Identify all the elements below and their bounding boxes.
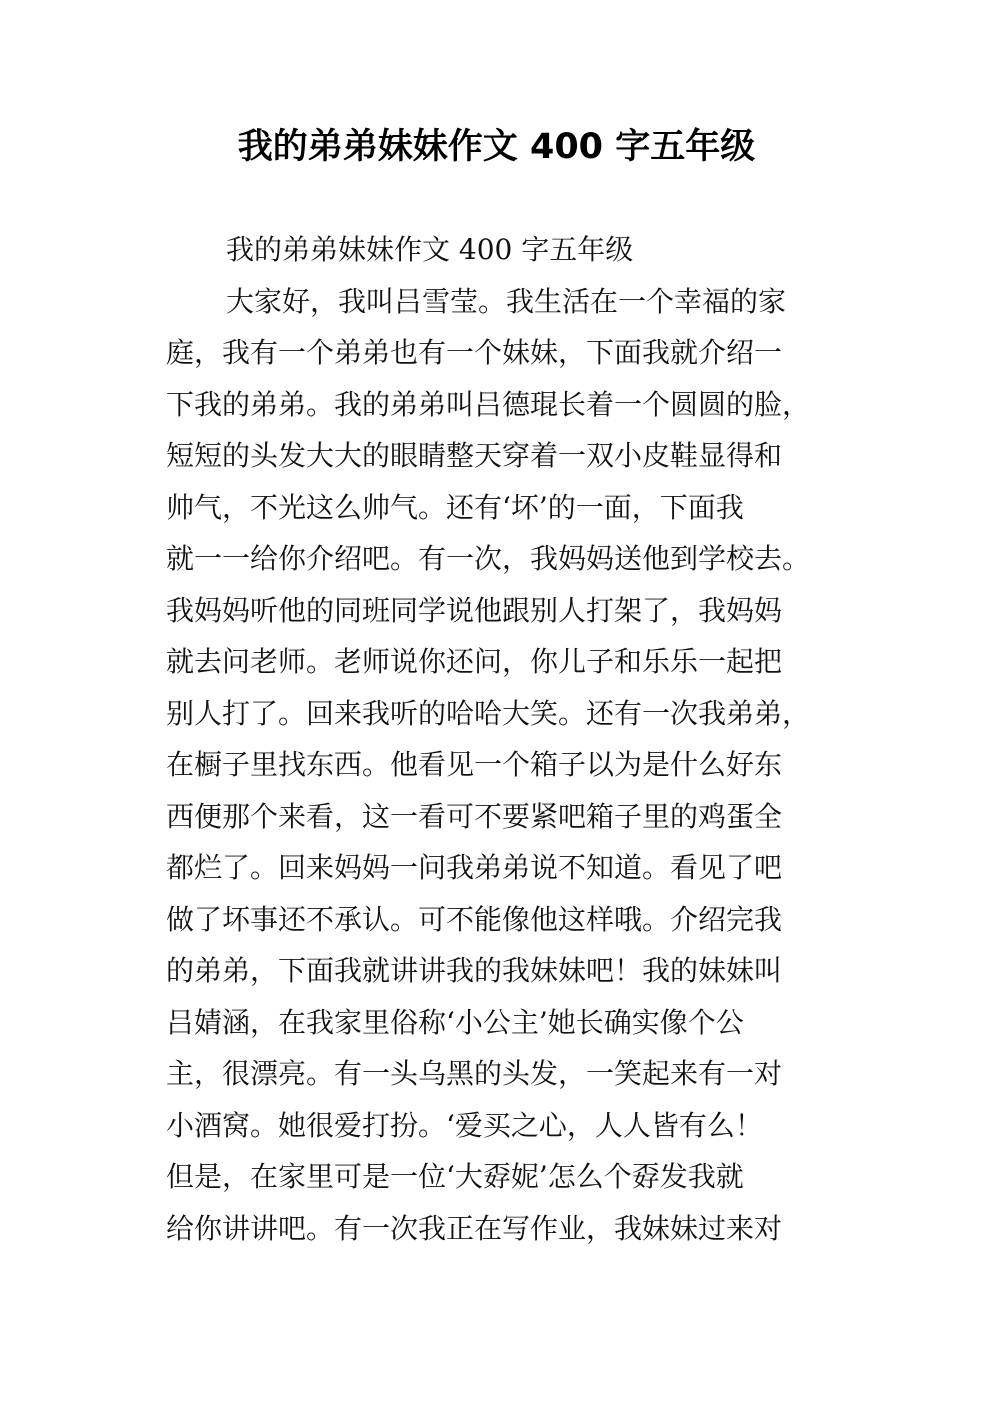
paragraph-line: 小酒窝。她很爱打扮。‘爱买之心，人人皆有么！ [166,1108,763,1142]
paragraph-line: 西便那个来看，这一看可不要紧吧箱子里的鸡蛋全 [166,799,783,833]
paragraph-line: 做了坏事还不承认。可不能像他这样哦。介绍完我 [166,902,783,936]
paragraph-line: 下我的弟弟。我的弟弟叫吕德琨长着一个圆圆的脸， [166,387,811,421]
paragraph-line: 别人打了。回来我听的哈哈大笑。还有一次我弟弟， [166,696,811,730]
paragraph-line: 短短的头发大大的眼睛整天穿着一双小皮鞋显得和 [166,439,783,472]
paragraph-line: 吕婧涵，在我家里俗称‘小公主’她长确实像个公 [166,1005,744,1039]
document-title: 我的弟弟妹妹作文 400 字五年级 [237,127,756,167]
paragraph-line: 主，很漂亮。有一头乌黑的头发，一笑起来有一对 [166,1057,783,1090]
paragraph-line: 都烂了。回来妈妈一问我弟弟说不知道。看见了吧 [166,851,783,884]
paragraph-line: 庭，我有一个弟弟也有一个妹妹，下面我就介绍一 [166,336,783,369]
paragraph-line: 就一一给你介绍吧。有一次，我妈妈送他到学校去。 [166,542,811,575]
paragraph-line: 帅气，不光这么帅气。还有‘坏’的一面，下面我 [166,490,744,524]
paragraph-line: 但是，在家里可是一位‘大孬妮’怎么个孬发我就 [166,1160,744,1193]
paragraph-line: 就去问老师。老师说你还问，你儿子和乐乐一起把 [166,645,783,678]
paragraph-line: 给你讲讲吧。有一次我正在写作业，我妹妹过来对 [166,1211,783,1245]
paragraph-line: 大家好，我叫吕雪莹。我生活在一个幸福的家 [226,284,787,318]
document-body [166,224,846,1254]
paragraph-line: 在橱子里找东西。他看见一个箱子以为是什么好东 [166,748,783,781]
paragraph-line: 的弟弟，下面我就讲讲我的我妹妹吧！我的妹妹叫 [166,954,783,987]
paragraph-line: 我妈妈听他的同班同学说他跟别人打架了，我妈妈 [166,593,783,627]
subtitle-line: 我的弟弟妹妹作文 400 字五年级 [226,233,634,266]
